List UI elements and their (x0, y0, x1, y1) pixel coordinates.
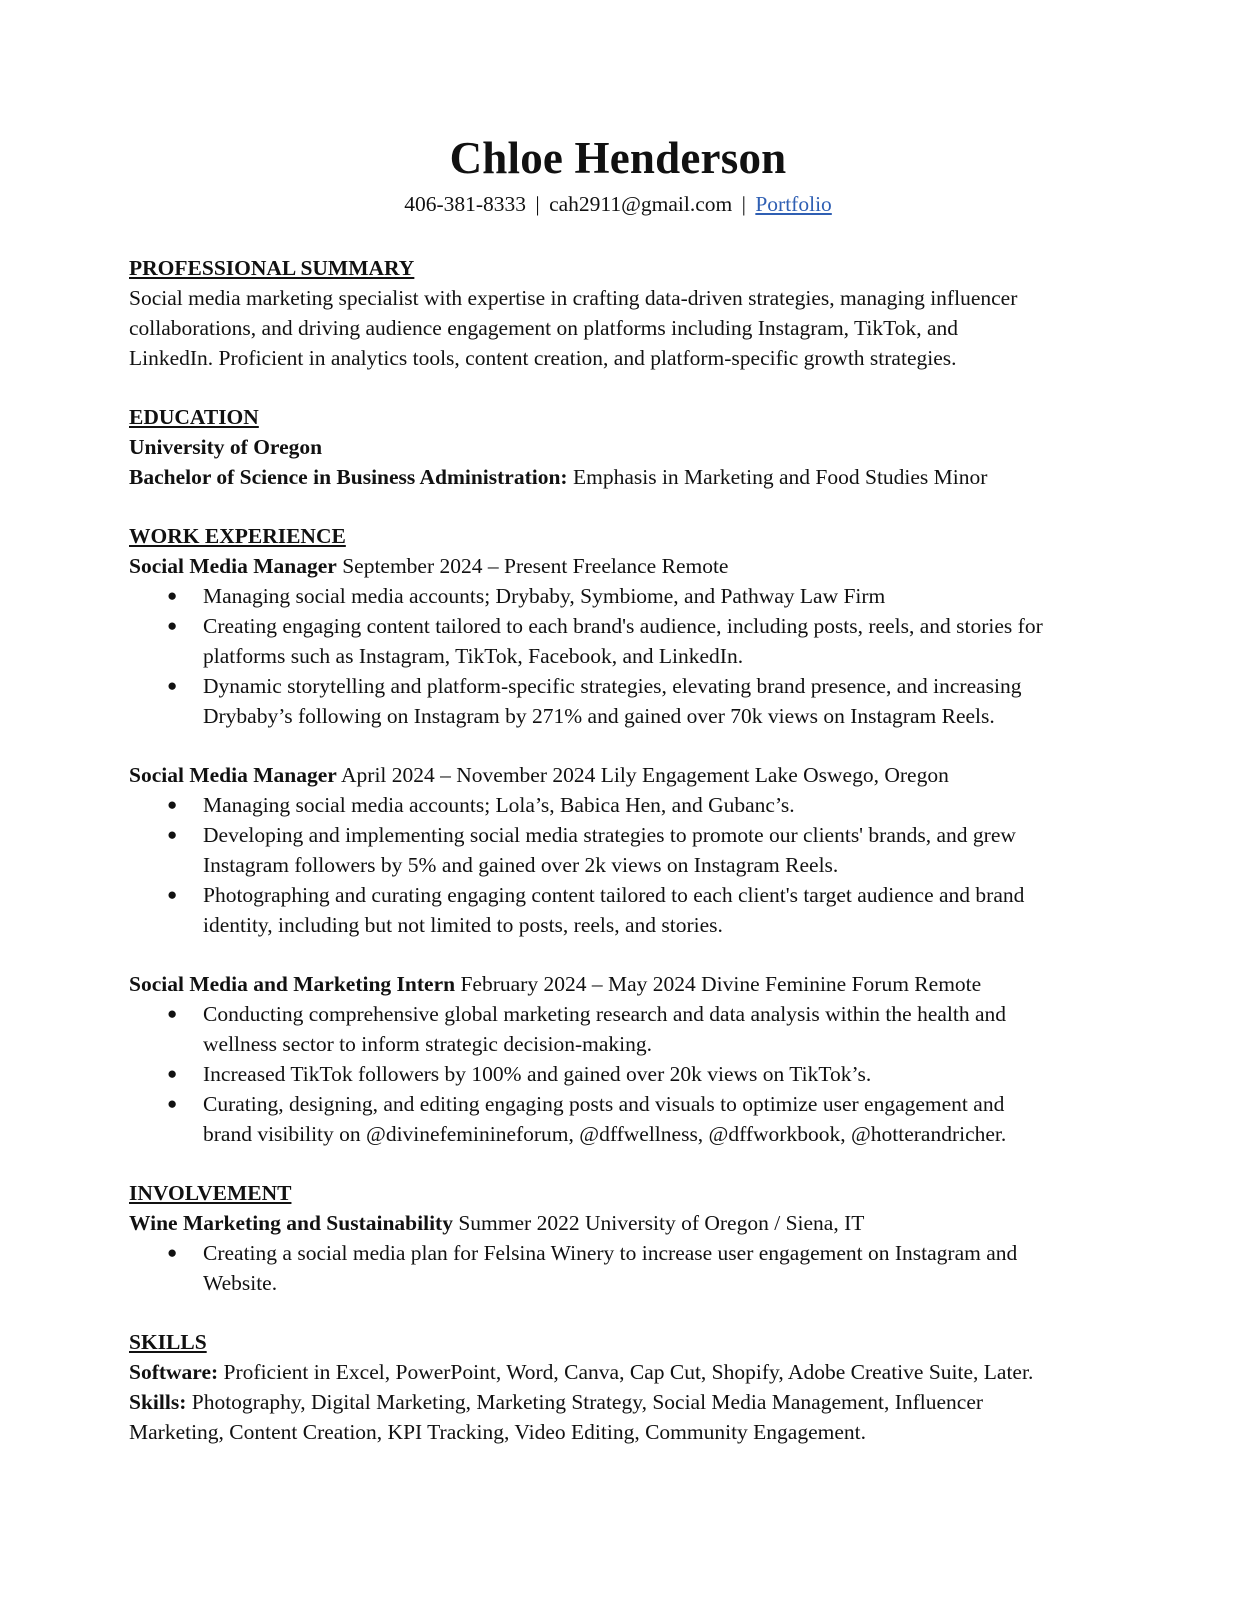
skills-line (129, 1387, 1129, 1417)
involvement-heading: INVOLVEMENT (129, 1181, 292, 1205)
job-title: Social Media Manager (129, 554, 337, 578)
summary-line: LinkedIn. Proficient in analytics tools, content creation, and platform-specific growth strategies. (129, 346, 957, 370)
software-text: Proficient in Excel, PowerPoint, Word, Canva, Cap Cut, Shopify, Adobe Creative Suite, Later. (218, 1360, 1034, 1384)
bullet-icon: ● (167, 1064, 178, 1083)
list-item (129, 999, 1129, 1059)
software-line (129, 1357, 1129, 1387)
bullet-icon: ● (167, 825, 178, 844)
phone-number: 406-381-8333 (404, 192, 527, 216)
job-bullets (129, 790, 1129, 940)
bullet-text: brand visibility on @divinefeminineforum, @dffwellness, @dffworkbook, @hotterandricher. (203, 1122, 1007, 1146)
summary-heading: PROFESSIONAL SUMMARY (129, 256, 415, 280)
involvement-bullets (129, 1238, 1129, 1298)
work-section (129, 521, 1129, 1149)
involvement-detail: Summer 2022 University of Oregon / Siena, IT (452, 1211, 865, 1235)
job-title-line (129, 969, 1129, 999)
bullet-text: Increased TikTok followers by 100% and gained over 20k views on TikTok’s. (203, 1062, 872, 1086)
bullet-icon: ● (167, 1243, 178, 1262)
bullet-text: Curating, designing, and editing engaging posts and visuals to optimize user engagement and (203, 1092, 1005, 1116)
bullet-icon: ● (167, 885, 178, 904)
bullet-text: Managing social media accounts; Drybaby, Symbiome, and Pathway Law Firm (203, 584, 886, 608)
summary-section (129, 253, 1129, 373)
job-title-line (129, 551, 1129, 581)
bullet-text: Photographing and curating engaging content tailored to each client's target audience and brand (203, 883, 1025, 907)
list-item (129, 581, 1129, 611)
bullet-text: Drybaby’s following on Instagram by 271% and gained over 70k views on Instagram Reels. (203, 704, 995, 728)
work-heading: WORK EXPERIENCE (129, 524, 346, 548)
skills-line: Marketing, Content Creation, KPI Tracking, Video Editing, Community Engagement. (129, 1420, 867, 1444)
bullet-text: Conducting comprehensive global marketing research and data analysis within the health and (203, 1002, 1007, 1026)
resume-body (129, 253, 1129, 1447)
job-entry (129, 760, 1129, 940)
skills-label: Skills: (129, 1390, 187, 1414)
bullet-icon: ● (167, 1094, 178, 1113)
bullet-icon: ● (167, 676, 178, 695)
skills-heading: SKILLS (129, 1330, 207, 1354)
skills-section (129, 1327, 1129, 1447)
degree-detail: Emphasis in Marketing and Food Studies Minor (567, 465, 988, 489)
skills-text: Photography, Digital Marketing, Marketing Strategy, Social Media Management, Influencer (186, 1390, 984, 1414)
education-section (129, 402, 1129, 492)
list-item (129, 611, 1129, 671)
job-bullets (129, 999, 1129, 1149)
bullet-icon: ● (167, 795, 178, 814)
bullet-icon: ● (167, 616, 178, 635)
separator: | (741, 192, 746, 216)
software-label: Software: (129, 1360, 219, 1384)
bullet-icon: ● (167, 1004, 178, 1023)
list-item (129, 1238, 1129, 1298)
involvement-title: Wine Marketing and Sustainability (129, 1211, 453, 1235)
job-title: Social Media and Marketing Intern (129, 972, 456, 996)
list-item (129, 671, 1129, 731)
list-item (129, 880, 1129, 940)
list-item (129, 820, 1129, 880)
list-item (129, 790, 1129, 820)
job-entry (129, 551, 1129, 731)
bullet-icon: ● (167, 586, 178, 605)
bullet-text: platforms such as Instagram, TikTok, Facebook, and LinkedIn. (203, 644, 744, 668)
separator: | (535, 192, 540, 216)
job-detail: September 2024 – Present Freelance Remote (336, 554, 729, 578)
degree-label: Bachelor of Science in Business Administration: (129, 465, 568, 489)
bullet-text: Creating engaging content tailored to each brand's audience, including posts, reels, and stories for (203, 614, 1043, 638)
job-bullets (129, 581, 1129, 731)
education-heading: EDUCATION (129, 405, 259, 429)
bullet-text: Dynamic storytelling and platform-specific strategies, elevating brand presence, and increasing (203, 674, 1022, 698)
involvement-section (129, 1178, 1129, 1298)
candidate-name: Chloe Henderson (449, 133, 787, 183)
bullet-text: Creating a social media plan for Felsina Winery to increase user engagement on Instagram and (203, 1241, 1018, 1265)
job-title-line (129, 760, 1129, 790)
bullet-text: Instagram followers by 5% and gained over 2k views on Instagram Reels. (203, 853, 839, 877)
bullet-text: Developing and implementing social media strategies to promote our clients' brands, and grew (203, 823, 1016, 847)
bullet-text: wellness sector to inform strategic decision-making. (203, 1032, 652, 1056)
job-title: Social Media Manager (129, 763, 337, 787)
job-detail: February 2024 – May 2024 Divine Feminine Forum Remote (455, 972, 982, 996)
bullet-text: Website. (203, 1271, 278, 1295)
school-name: University of Oregon (129, 435, 323, 459)
job-detail: April 2024 – November 2024 Lily Engagement Lake Oswego, Oregon (336, 763, 949, 787)
summary-line: Social media marketing specialist with expertise in crafting data-driven strategies, managing influencer (129, 286, 1018, 310)
email-address: cah2911@gmail.com (549, 192, 733, 216)
list-item (129, 1059, 1129, 1089)
bullet-text: identity, including but not limited to posts, reels, and stories. (203, 913, 723, 937)
portfolio-link[interactable]: Portfolio (755, 192, 832, 216)
job-entry (129, 969, 1129, 1149)
summary-line: collaborations, and driving audience engagement on platforms including Instagram, TikTok, and (129, 316, 959, 340)
degree-line (129, 462, 1129, 492)
list-item (129, 1089, 1129, 1149)
contact-line (0, 190, 1236, 218)
involvement-title-line (129, 1208, 1129, 1238)
bullet-text: Managing social media accounts; Lola’s, Babica Hen, and Gubanc’s. (203, 793, 795, 817)
